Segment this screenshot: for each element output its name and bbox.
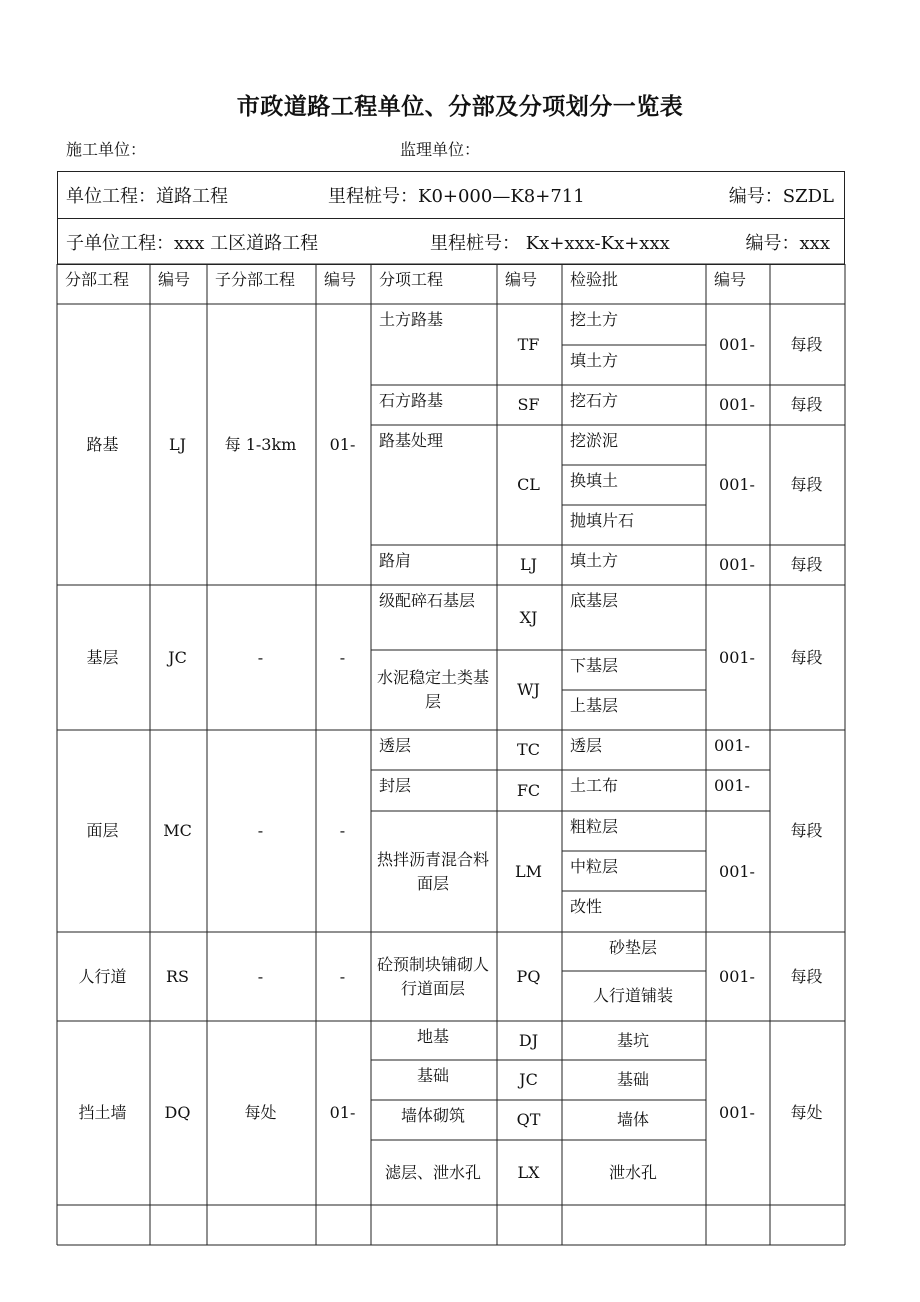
column-header: 编号 <box>505 270 538 289</box>
item-name: 封层 <box>379 776 412 795</box>
batch-name: 上基层 <box>570 696 619 715</box>
batch-code: 001- <box>719 862 755 881</box>
batch-code: 001- <box>714 736 750 755</box>
batch-scope: 每段 <box>790 648 823 667</box>
batch-scope: 每段 <box>790 967 823 986</box>
item-code: LX <box>517 1163 540 1182</box>
batch-name: 粗粒层 <box>570 817 619 836</box>
batch-name: 中粒层 <box>570 857 619 876</box>
page-title: 市政道路工程单位、分部及分项划分一览表 <box>236 93 684 120</box>
batch-scope: 每处 <box>790 1103 823 1122</box>
subpart-name: 每处 <box>244 1103 277 1122</box>
subunit-project-code: 编号：xxx <box>745 232 830 254</box>
subpart-code: - <box>339 821 346 840</box>
item-name: 地基 <box>416 1027 449 1046</box>
column-header: 子分部工程 <box>215 270 296 289</box>
item-code: TF <box>517 335 540 354</box>
part-code: JC <box>168 648 187 667</box>
item-code: LM <box>514 862 542 881</box>
part-name: 人行道 <box>78 967 127 986</box>
column-header: 编号 <box>158 270 191 289</box>
batch-name: 基坑 <box>616 1031 649 1050</box>
part-code: LJ <box>168 435 187 454</box>
batch-scope: 每段 <box>790 395 823 414</box>
batch-name: 挖石方 <box>570 391 619 410</box>
part-name: 面层 <box>86 821 119 840</box>
batch-code: 001- <box>719 967 755 986</box>
column-header: 分项工程 <box>379 270 444 289</box>
item-code: TC <box>517 740 540 759</box>
column-header: 检验批 <box>570 270 619 289</box>
batch-name: 土工布 <box>570 776 619 795</box>
item-name: 土方路基 <box>379 310 444 329</box>
batch-code: 001- <box>719 395 755 414</box>
subpart-code: - <box>339 648 346 667</box>
batch-scope: 每段 <box>790 335 823 354</box>
batch-name: 底基层 <box>570 591 619 610</box>
item-name: 墙体砌筑 <box>400 1106 465 1125</box>
batch-name: 挖淤泥 <box>570 431 619 450</box>
batch-name: 泄水孔 <box>608 1163 657 1182</box>
item-name: 基础 <box>416 1066 449 1085</box>
supervision-unit-label: 监理单位： <box>400 140 481 159</box>
batch-name: 填土方 <box>570 551 619 570</box>
batch-name: 下基层 <box>570 656 619 675</box>
part-code: RS <box>165 967 189 986</box>
subunit-project-mileage: 里程桩号： Kx+xxx-Kx+xxx <box>430 232 670 254</box>
item-code: JC <box>519 1070 538 1089</box>
item-name: 路基处理 <box>379 431 444 450</box>
part-code: MC <box>163 821 192 840</box>
item-code: PQ <box>516 967 541 986</box>
batch-name: 挖土方 <box>570 310 619 329</box>
subpart-name: - <box>257 821 264 840</box>
unit-project-mileage: 里程桩号：K0+000—K8+711 <box>328 186 585 207</box>
item-name: 级配碎石基层 <box>379 591 476 610</box>
batch-name: 改性 <box>570 897 603 916</box>
subunit-project-name: 子单位工程：xxx 工区道路工程 <box>66 232 319 254</box>
item-code: FC <box>516 781 541 800</box>
batch-name: 抛填片石 <box>570 511 635 530</box>
part-name: 基层 <box>86 648 119 667</box>
batch-name: 填土方 <box>570 351 619 370</box>
item-code: SF <box>517 395 540 414</box>
subpart-name: - <box>257 967 264 986</box>
item-code: LJ <box>519 555 538 574</box>
batch-code: 001- <box>719 555 755 574</box>
item-name: 路肩 <box>379 551 412 570</box>
column-header: 编号 <box>324 270 357 289</box>
subpart-code: 01- <box>329 435 356 454</box>
column-header: 分部工程 <box>65 270 130 289</box>
batch-name: 透层 <box>570 736 603 755</box>
batch-name: 换填土 <box>570 471 619 490</box>
item-name: 透层 <box>379 736 412 755</box>
subpart-name: - <box>257 648 264 667</box>
batch-name: 人行道铺装 <box>592 986 673 1005</box>
batch-scope: 每段 <box>790 475 823 494</box>
item-code: WJ <box>517 680 540 699</box>
construction-unit-label: 施工单位： <box>66 140 147 159</box>
item-name: 滤层、泄水孔 <box>384 1163 481 1182</box>
unit-project-name: 单位工程：道路工程 <box>66 186 228 207</box>
batch-code: 001- <box>714 776 750 795</box>
batch-code: 001- <box>719 335 755 354</box>
subpart-name: 每 1-3km <box>224 435 297 454</box>
batch-name: 砂垫层 <box>608 938 657 957</box>
part-code: DQ <box>164 1103 191 1122</box>
batch-code: 001- <box>719 648 755 667</box>
batch-code: 001- <box>719 475 755 494</box>
item-name: 石方路基 <box>379 391 444 410</box>
item-code: XJ <box>519 608 538 627</box>
column-header: 编号 <box>714 270 747 289</box>
item-code: DJ <box>518 1031 539 1050</box>
batch-name: 基础 <box>616 1070 649 1089</box>
item-name: 热拌沥青混合料面层 <box>376 850 489 893</box>
item-name: 砼预制块铺砌人行道面层 <box>376 955 489 998</box>
subpart-code: 01- <box>329 1103 356 1122</box>
subpart-code: - <box>339 967 346 986</box>
item-name: 水泥稳定土类基层 <box>376 668 489 711</box>
item-code: CL <box>517 475 540 494</box>
batch-name: 墙体 <box>616 1110 649 1129</box>
part-name: 挡土墙 <box>78 1103 127 1122</box>
item-code: QT <box>516 1110 541 1129</box>
batch-scope: 每段 <box>790 821 823 840</box>
unit-project-code: 编号：SZDL <box>728 186 834 207</box>
batch-code: 001- <box>719 1103 755 1122</box>
part-name: 路基 <box>86 435 119 454</box>
batch-scope: 每段 <box>790 555 823 574</box>
